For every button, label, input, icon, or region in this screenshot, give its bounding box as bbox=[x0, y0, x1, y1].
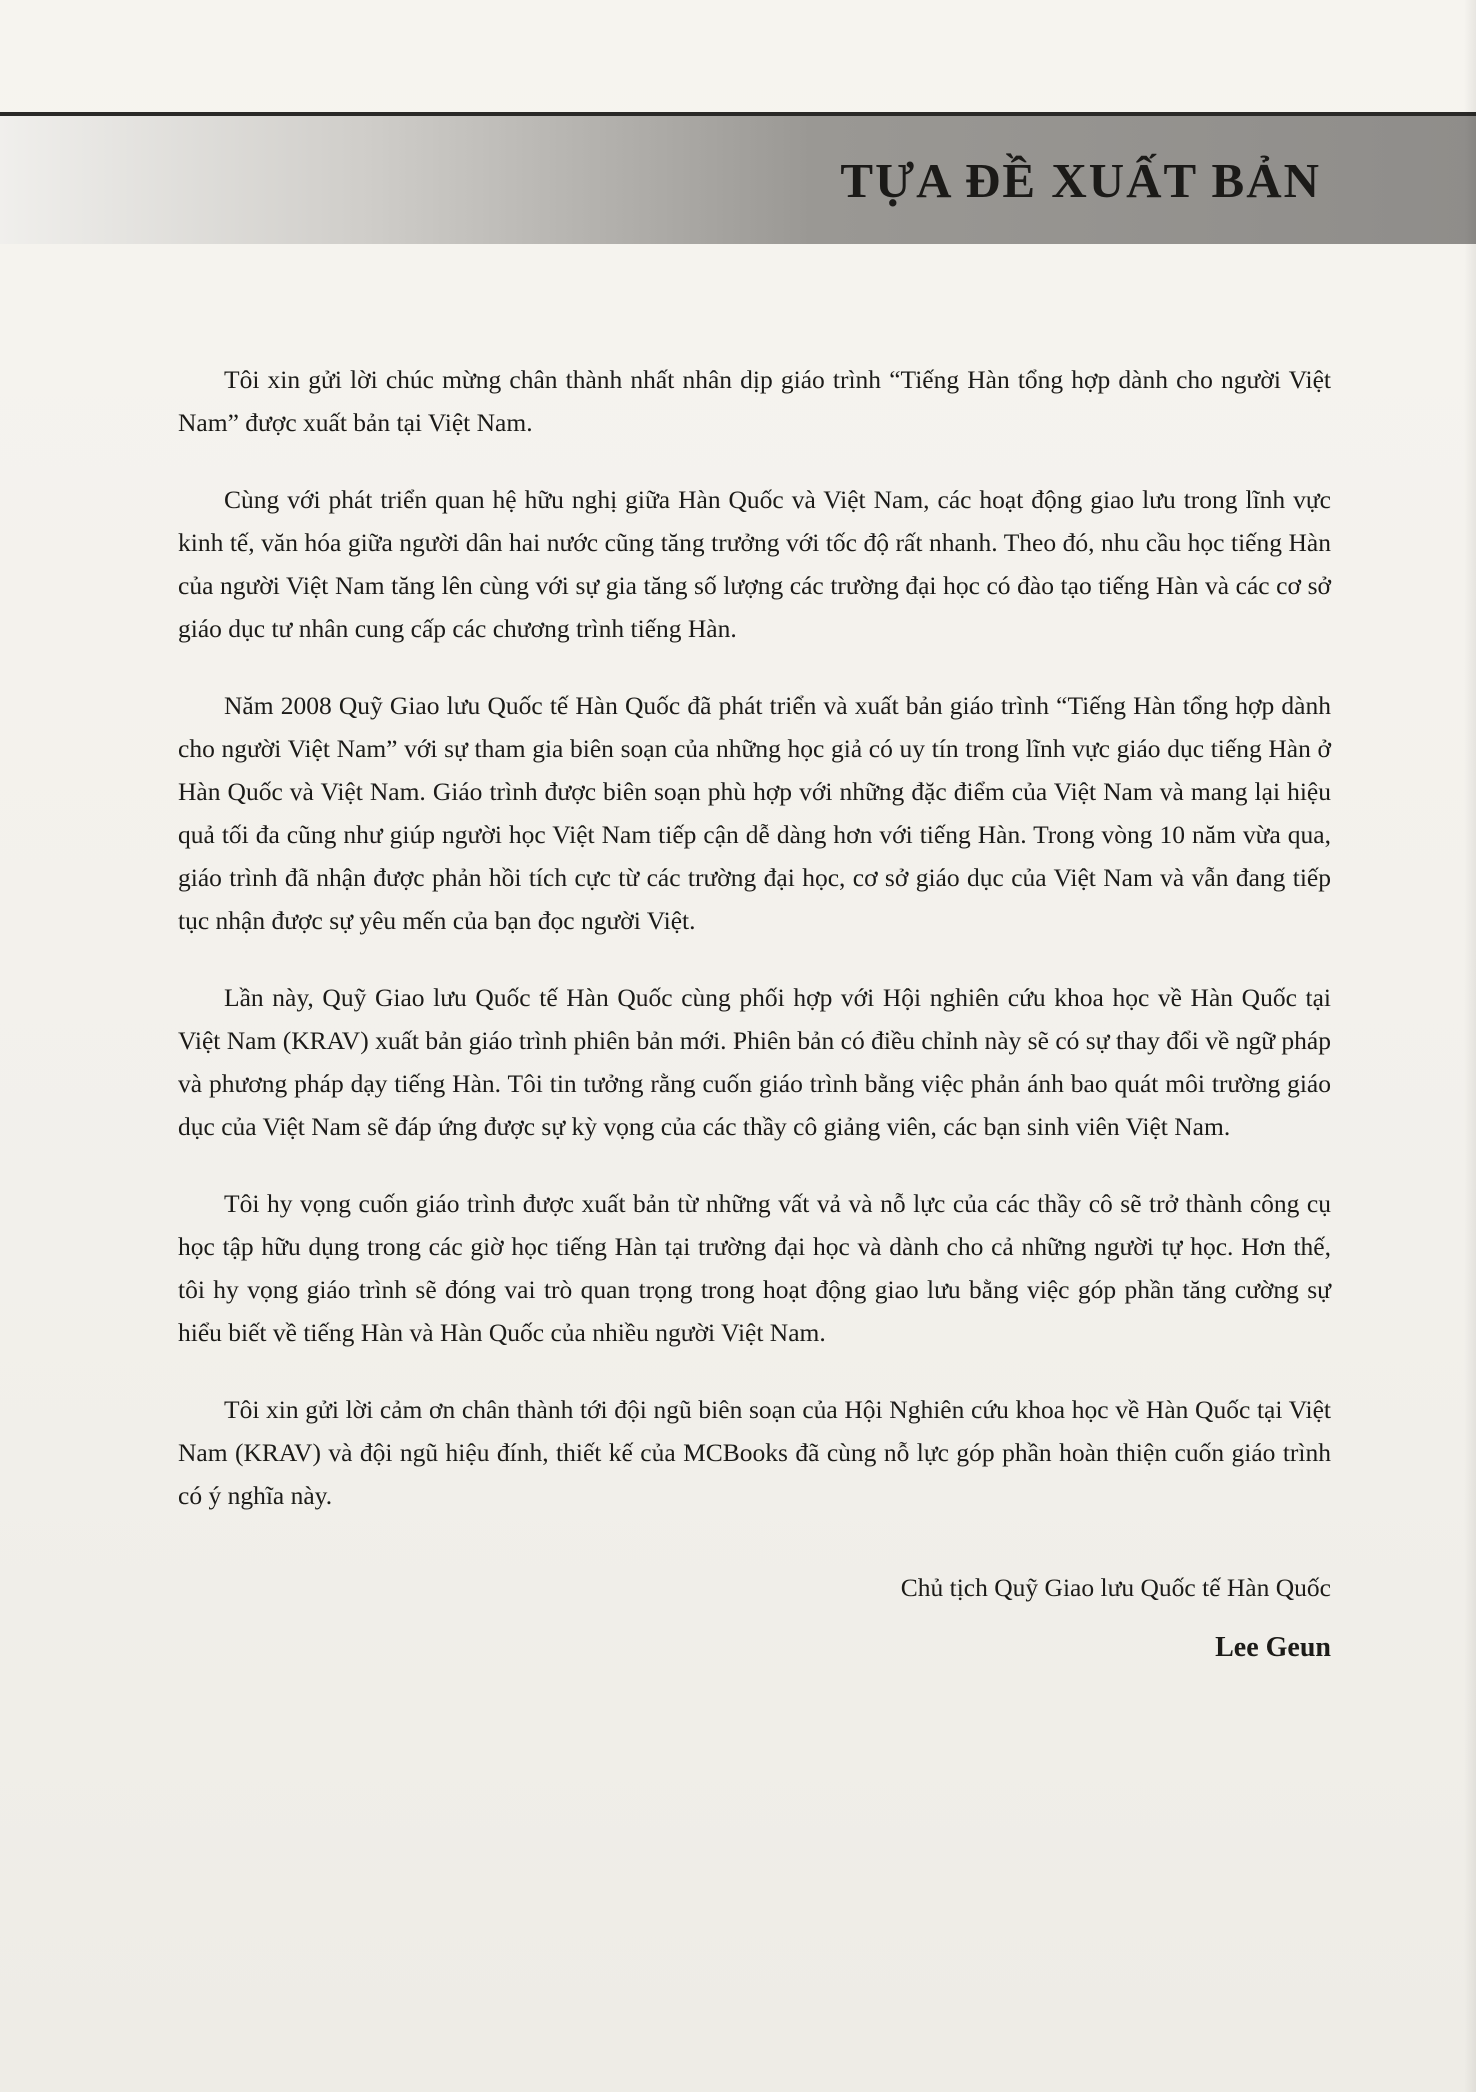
paragraph: Năm 2008 Quỹ Giao lưu Quốc tế Hàn Quốc đã phát triển và xuất bản giáo trình “Tiếng Hàn tổng hợp dành cho người Việt Nam” với sự tham gia biên soạn của những học giả có uy tín trong lĩnh vực giáo dục tiếng Hàn ở Hàn Quốc và Việt Nam. Giáo trình được biên soạn phù hợp với những đặc điểm của Việt Nam và mang lại hiệu quả tối đa cũng như giúp người học Việt Nam tiếp cận dễ dàng hơn với tiếng Hàn. Trong vòng 10 năm vừa qua, giáo trình đã nhận được phản hồi tích cực từ các trường đại học, cơ sở giáo dục của Việt Nam và vẫn đang tiếp tục nhận được sự yêu mến của bạn đọc người Việt. bbox=[178, 691, 1331, 935]
paragraph: Tôi hy vọng cuốn giáo trình được xuất bản từ những vất vả và nỗ lực của các thầy cô sẽ trở thành công cụ học tập hữu dụng trong các giờ học tiếng Hàn tại trường đại học và dành cho cả những người tự học. Hơn thế, tôi hy vọng giáo trình sẽ đóng vai trò quan trọng trong hoạt động giao lưu bằng việc góp phần tăng cường sự hiểu biết về tiếng Hàn và Hàn Quốc của nhiều người Việt Nam. bbox=[178, 1189, 1331, 1347]
paragraph: Cùng với phát triển quan hệ hữu nghị giữa Hàn Quốc và Việt Nam, các hoạt động giao lưu trong lĩnh vực kinh tế, văn hóa giữa người dân hai nước cũng tăng trưởng với tốc độ rất nhanh. Theo đó, nhu cầu học tiếng Hàn của người Việt Nam tăng lên cùng với sự gia tăng số lượng các trường đại học có đào tạo tiếng Hàn và các cơ sở giáo dục tư nhân cung cấp các chương trình tiếng Hàn. bbox=[178, 485, 1331, 643]
paragraph: Tôi xin gửi lời chúc mừng chân thành nhất nhân dịp giáo trình “Tiếng Hàn tổng hợp dành cho người Việt Nam” được xuất bản tại Việt Nam. bbox=[178, 365, 1331, 437]
paragraph: Tôi xin gửi lời cảm ơn chân thành tới đội ngũ biên soạn của Hội Nghiên cứu khoa học về Hàn Quốc tại Việt Nam (KRAV) và đội ngũ hiệu đính, thiết kế của MCBooks đã cùng nỗ lực góp phần hoàn thiện cuốn giáo trình có ý nghĩa này. bbox=[178, 1395, 1331, 1510]
signature-name: Lee Geun bbox=[1215, 1632, 1331, 1663]
page-edge-shadow bbox=[1464, 0, 1476, 2092]
page-title: TỰA ĐỀ XUẤT BẢN bbox=[840, 153, 1321, 208]
body-text bbox=[178, 358, 1331, 1551]
signature-organization: Chủ tịch Quỹ Giao lưu Quốc tế Hàn Quốc bbox=[900, 1573, 1331, 1602]
paragraph: Lần này, Quỹ Giao lưu Quốc tế Hàn Quốc cùng phối hợp với Hội nghiên cứu khoa học về Hàn Quốc tại Việt Nam (KRAV) xuất bản giáo trình phiên bản mới. Phiên bản có điều chỉnh này sẽ có sự thay đổi về ngữ pháp và phương pháp dạy tiếng Hàn. Tôi tin tưởng rằng cuốn giáo trình bằng việc phản ánh bao quát môi trường giáo dục của Việt Nam sẽ đáp ứng được sự kỳ vọng của các thầy cô giảng viên, các bạn sinh viên Việt Nam. bbox=[178, 983, 1331, 1141]
